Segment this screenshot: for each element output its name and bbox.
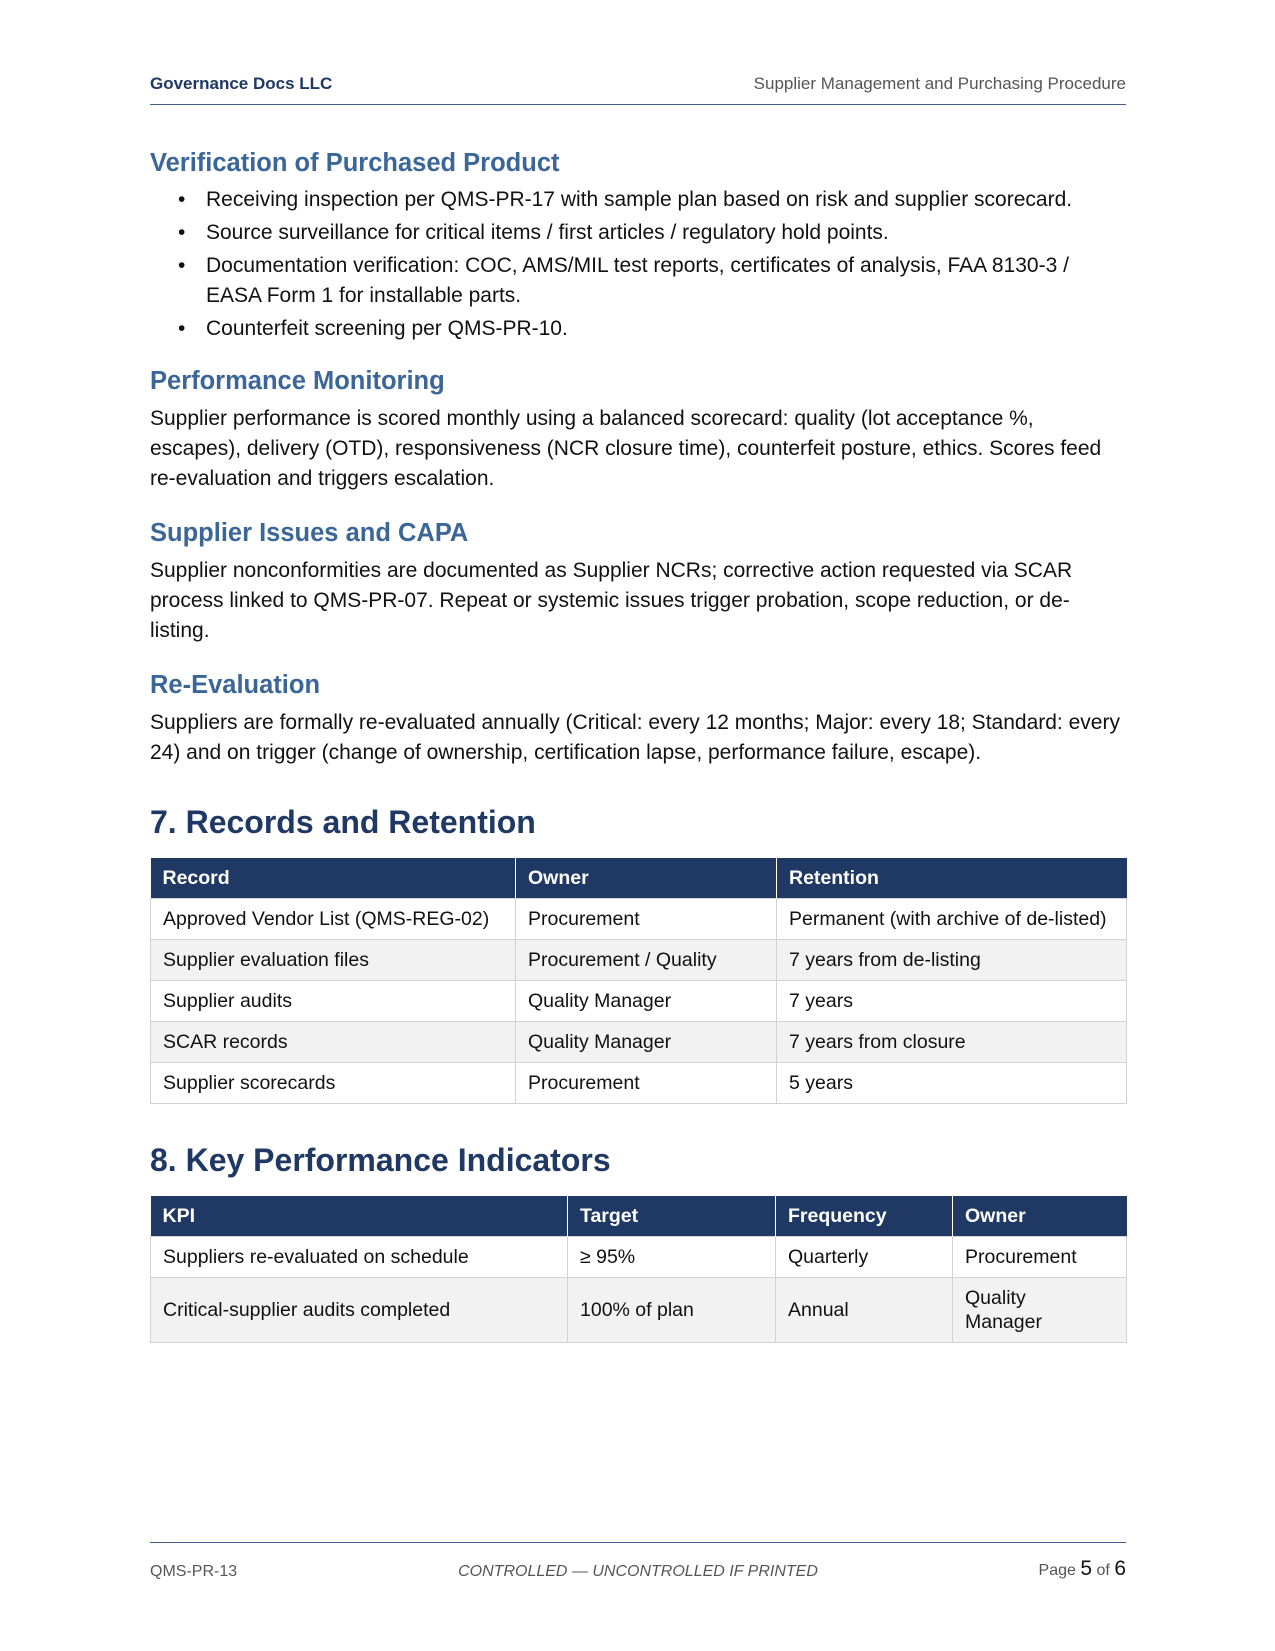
list-item [150, 185, 1126, 215]
list-item-text: Source surveillance for critical items / first articles / regulatory hold points. [206, 221, 889, 244]
list-item-text: Counterfeit screening per QMS-PR-10. [206, 317, 568, 340]
column-header-retention: Retention [777, 858, 1127, 899]
column-header-kpi: KPI [151, 1196, 568, 1237]
table-header-row [151, 1196, 1127, 1237]
table-row [151, 1278, 1127, 1343]
performance-heading: Performance Monitoring [150, 367, 445, 395]
column-header-target: Target [568, 1196, 776, 1237]
column-header-frequency: Frequency [776, 1196, 953, 1237]
table-cell: Supplier scorecards [151, 1063, 516, 1104]
table-row [151, 1022, 1127, 1063]
table-cell: Quality Manager [516, 1022, 777, 1063]
records-table [150, 858, 1127, 1104]
bullet-icon: • [178, 221, 186, 244]
verification-list [150, 185, 1126, 344]
column-header-owner: Owner [516, 858, 777, 899]
table-cell: Quarterly [776, 1237, 953, 1278]
table-cell: Procurement [953, 1237, 1127, 1278]
table-cell: 7 years [777, 981, 1127, 1022]
page-total: 6 [1114, 1557, 1126, 1580]
kpi-heading: 8. Key Performance Indicators [150, 1142, 611, 1178]
performance-body: Supplier performance is scored monthly using a balanced scorecard: quality (lot acceptance %, escapes), delivery (OTD), responsiveness (NCR closure time), counterfeit posture, ethics. Scores feed re-evaluation and triggers escalation. [150, 407, 1102, 490]
document-id: QMS-PR-13 [150, 1563, 238, 1580]
list-item-text: Documentation verification: COC, AMS/MIL test reports, certificates of analysis, FAA 8130-3 / EASA Form 1 for installable parts. [206, 254, 1069, 307]
table-cell: 100% of plan [568, 1278, 776, 1343]
table-cell: Supplier evaluation files [151, 940, 516, 981]
table-cell: Procurement [516, 899, 777, 940]
list-item [150, 314, 1126, 344]
bullet-icon: • [178, 188, 186, 211]
table-cell: Supplier audits [151, 981, 516, 1022]
column-header-owner: Owner [953, 1196, 1127, 1237]
table-cell: Quality Manager [953, 1278, 1127, 1343]
table-cell: Critical-supplier audits completed [151, 1278, 568, 1343]
table-cell: Approved Vendor List (QMS-REG-02) [151, 899, 516, 940]
table-header-row [151, 858, 1127, 899]
issues-body: Supplier nonconformities are documented as Supplier NCRs; corrective action requested via SCAR process linked to QMS-PR-07. Repeat or systemic issues trigger probation, scope reduction, or de-listing. [150, 559, 1073, 642]
table-cell: ≥ 95% [568, 1237, 776, 1278]
page-current: 5 [1080, 1557, 1093, 1580]
list-item [150, 218, 1126, 248]
list-item-text: Receiving inspection per QMS-PR-17 with sample plan based on risk and supplier scorecard. [206, 188, 1073, 211]
reevaluation-heading: Re-Evaluation [150, 671, 321, 699]
table-row [151, 899, 1127, 940]
list-item [150, 251, 1126, 311]
table-cell: 7 years from closure [777, 1022, 1127, 1063]
company-name: Governance Docs LLC [150, 74, 333, 93]
table-cell: Procurement / Quality [516, 940, 777, 981]
bullet-icon: • [178, 317, 186, 340]
column-header-record: Record [151, 858, 516, 899]
table-cell: Suppliers re-evaluated on schedule [151, 1237, 568, 1278]
table-cell: Procurement [516, 1063, 777, 1104]
page-header [150, 72, 1126, 105]
page-content [150, 146, 1126, 1343]
table-row [151, 1237, 1127, 1278]
issues-heading: Supplier Issues and CAPA [150, 519, 469, 547]
table-row [151, 981, 1127, 1022]
kpi-table [150, 1196, 1127, 1343]
bullet-icon: • [178, 254, 186, 277]
document-title: Supplier Management and Purchasing Procedure [753, 74, 1126, 93]
table-cell: 5 years [777, 1063, 1127, 1104]
records-heading: 7. Records and Retention [150, 804, 536, 840]
table-cell: Annual [776, 1278, 953, 1343]
page-footer [150, 1542, 1126, 1580]
control-notice: CONTROLLED — UNCONTROLLED IF PRINTED [458, 1563, 818, 1580]
table-cell: 7 years from de-listing [777, 940, 1127, 981]
verification-heading: Verification of Purchased Product [150, 149, 560, 177]
reevaluation-body: Suppliers are formally re-evaluated annually (Critical: every 12 months; Major: every 18; Standard: every 24) and on trigger (change of ownership, certification lapse, performance failure, escape). [150, 711, 1120, 764]
table-cell: SCAR records [151, 1022, 516, 1063]
page-word: Page [1038, 1562, 1076, 1579]
of-word: of [1096, 1562, 1110, 1579]
table-row [151, 1063, 1127, 1104]
page-number [1039, 1557, 1126, 1581]
table-row [151, 940, 1127, 981]
document-page [150, 0, 1126, 1651]
table-cell: Permanent (with archive of de-listed) [777, 899, 1127, 940]
table-cell: Quality Manager [516, 981, 777, 1022]
